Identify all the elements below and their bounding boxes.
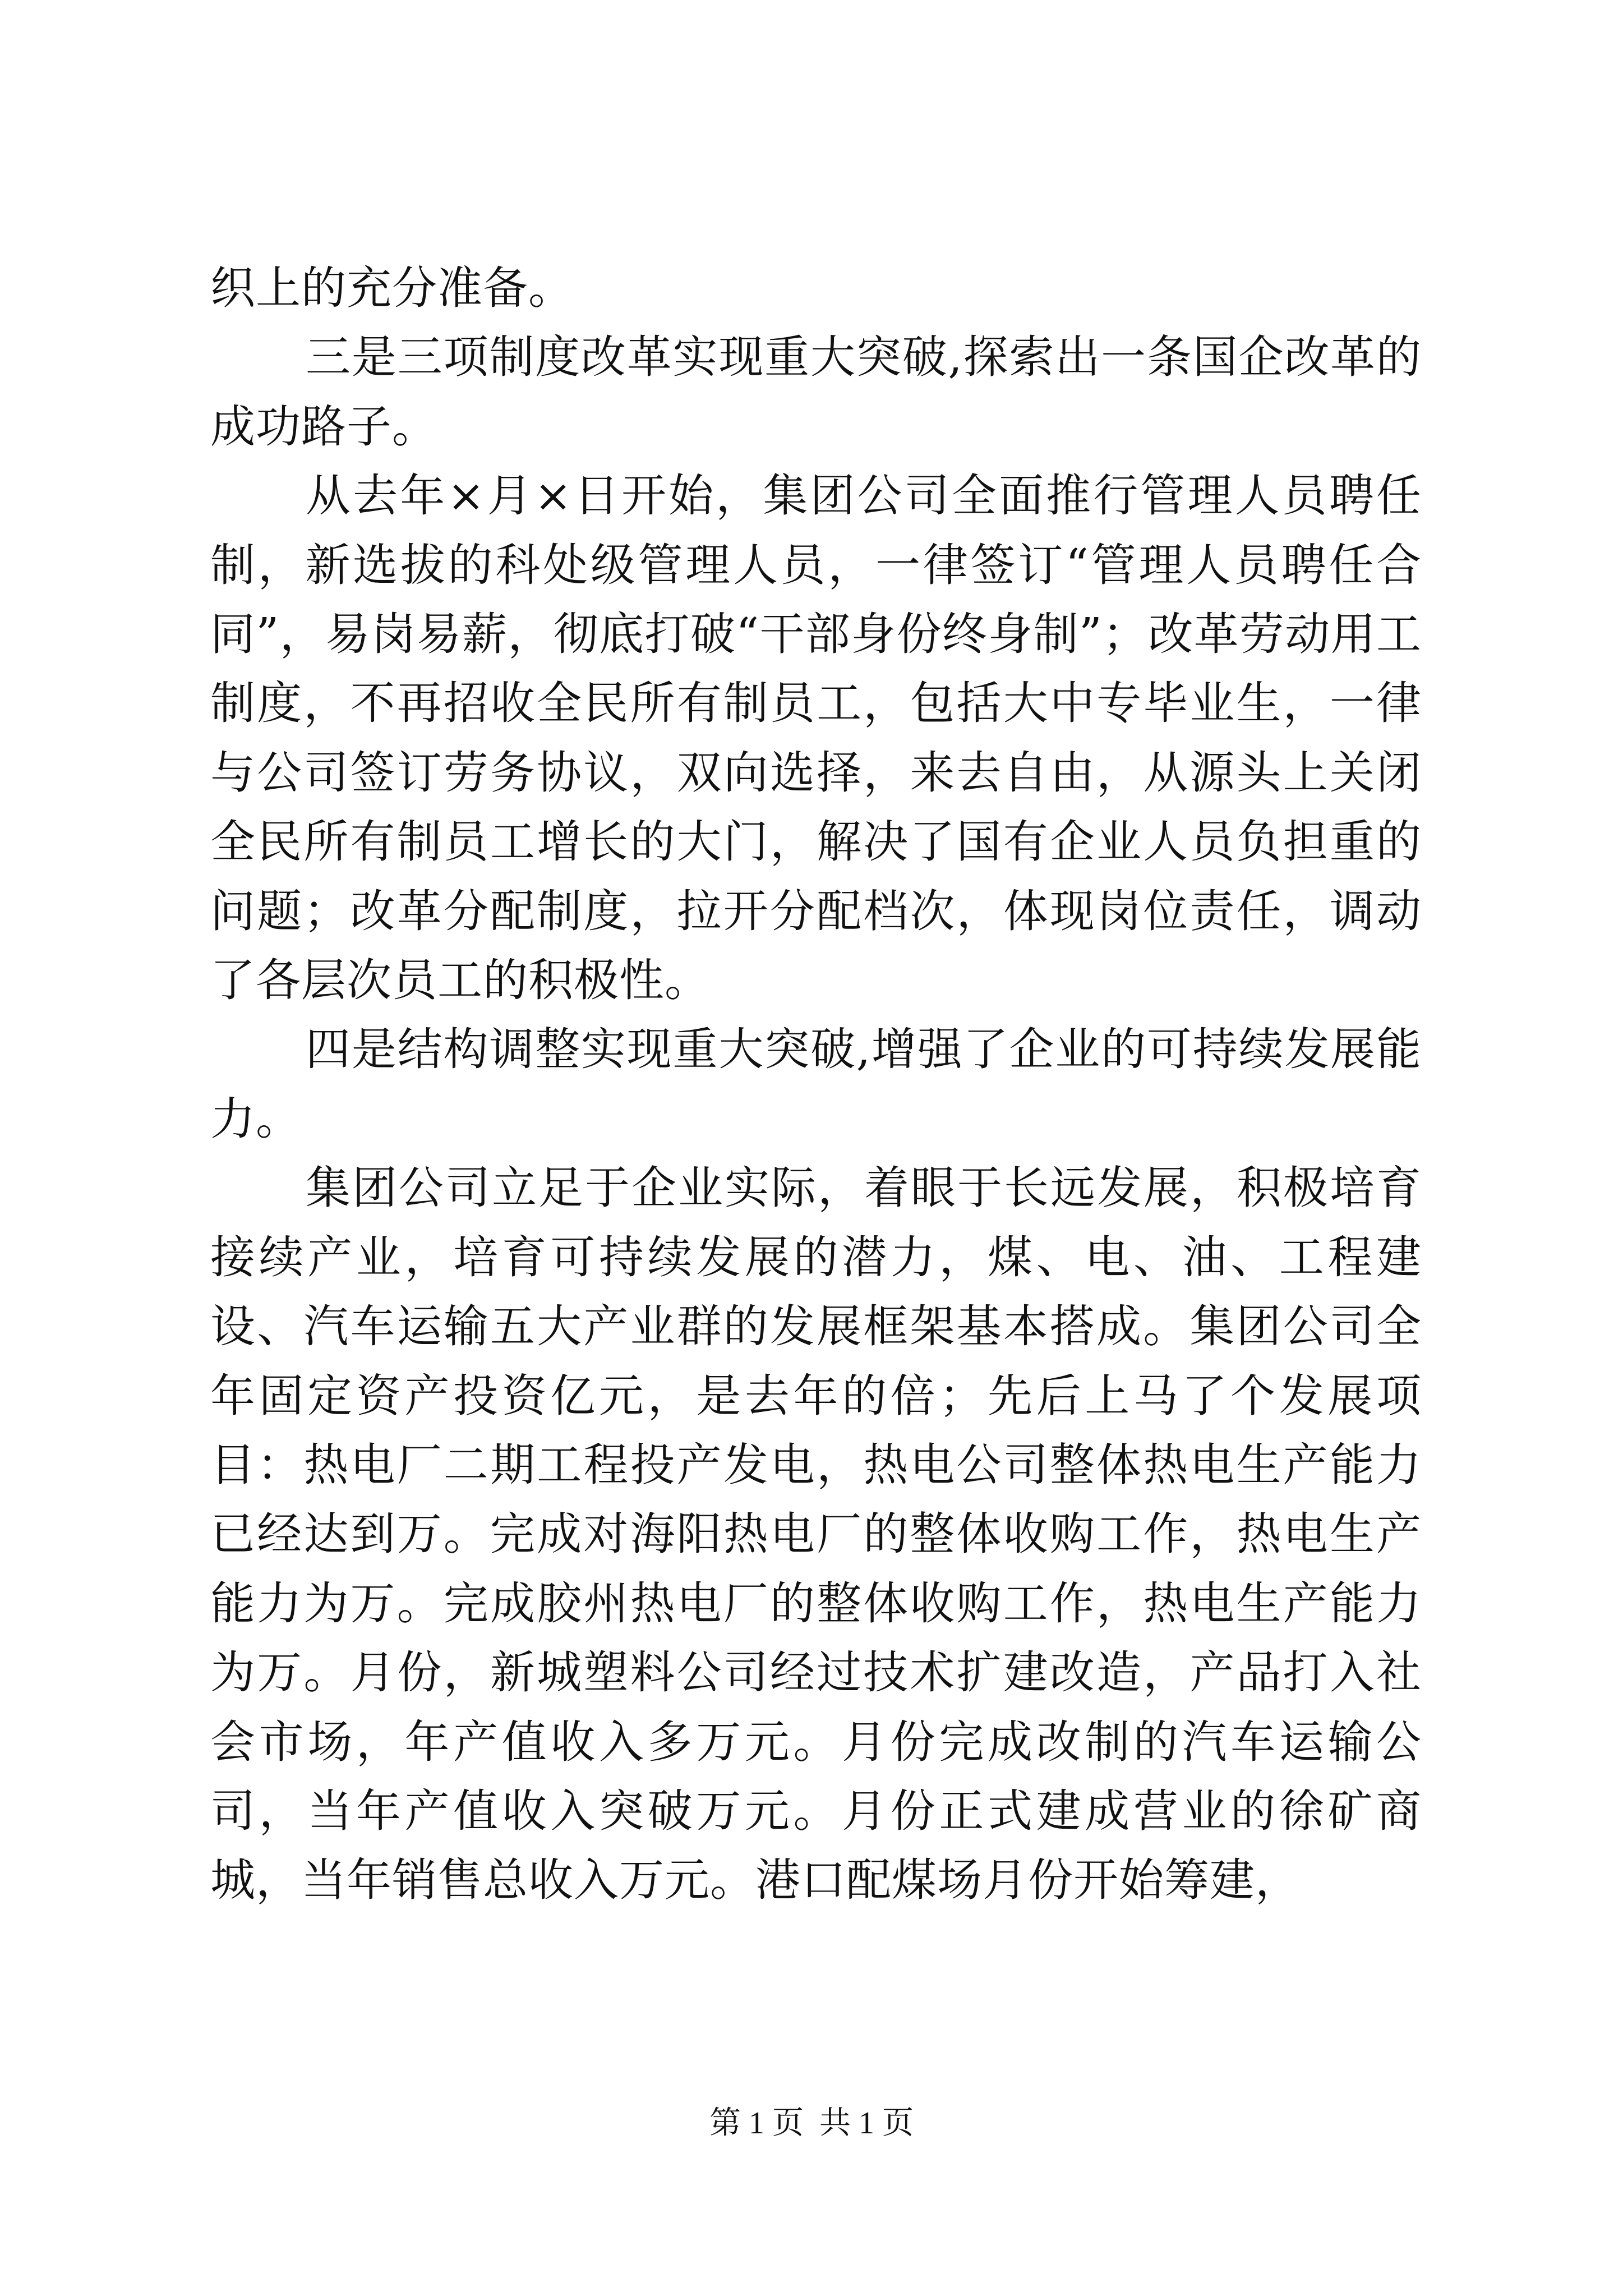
paragraph-5: 集团公司立足于企业实际，着眼于长远发展，积极培育接续产业，培育可持续发展的潜力，煤、电、油、工程建设、汽车运输五大产业群的发展框架基本搭成。集团公司全年固定资产投资亿元，是去年的倍；先后上马了个发展项目：热电厂二期工程投产发电，热电公司整体热电生产能力已经达到万。完成对海阳热电厂的整体收购工作，热电生产能力为万。完成胶州热电厂的整体收购工作，热电生产能力为万。月份，新城塑料公司经过技术扩建改造，产品打入社会市场，年产值收入多万元。月份完成改制的汽车运输公司，当年产值收入突破万元。月份正式建成营业的徐矿商城，当年销售总收入万元。港口配煤场月份开始筹建， xyxy=(210,1162,1422,1907)
page-number-label: 第 1 页 共 1 页 xyxy=(709,2106,914,2141)
paragraph-2: 三是三项制度改革实现重大突破,探索出一条国企改革的成功路子。 xyxy=(210,331,1422,453)
document-body xyxy=(210,254,1422,1915)
paragraph-4: 四是结构调整实现重大突破,增强了企业的可持续发展能力。 xyxy=(210,1023,1422,1145)
paragraph-3: 从去年×月×日开始，集团公司全面推行管理人员聘任制，新选拔的科处级管理人员，一律签订“管理人员聘任合同”，易岗易薪，彻底打破“干部身份终身制”；改革劳动用工制度，不再招收全民所有制员工，包括大中专毕业生，一律与公司签订劳务协议，双向选择，来去自由，从源头上关闭全民所有制员工增长的大门，解决了国有企业人员负担重的问题；改革分配制度，拉开分配档次，体现岗位责任，调动了各层次员工的积极性。 xyxy=(210,470,1422,1007)
paragraph-1: 织上的充分准备。 xyxy=(210,262,574,314)
page-footer xyxy=(0,2098,1623,2143)
